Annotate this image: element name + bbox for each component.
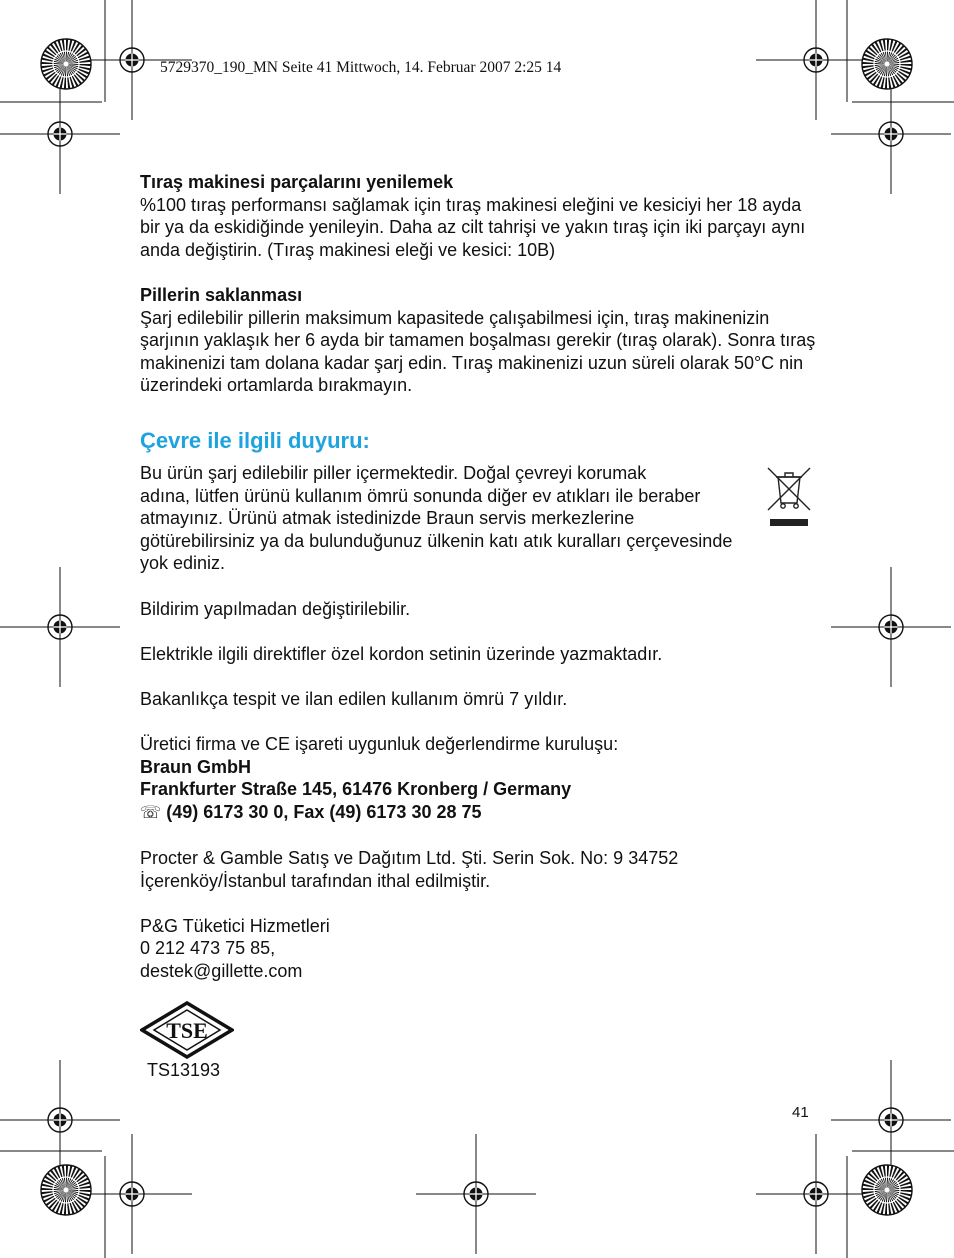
- tse-code: TS13193: [147, 1060, 221, 1080]
- notice-change: Bildirim yapılmadan değiştirilebilir.: [140, 598, 411, 619]
- company-name: Braun GmbH: [140, 756, 252, 777]
- registration-mark-icon: [0, 567, 120, 687]
- phone-number: (49) 6173 30 0, Fax (49) 6173 30 28 75: [166, 801, 482, 822]
- registration-mark-icon: [831, 567, 951, 687]
- service-phone: 0 212 473 75 85,: [140, 938, 276, 959]
- tse-logo-text: TSE: [166, 1018, 208, 1043]
- telephone-icon: ☏: [140, 802, 162, 822]
- registration-mark-icon: [831, 74, 951, 194]
- importer-line: Procter & Gamble Satış ve Dağıtım Ltd. Şti. Serin Sok. No: 9 34752: [140, 848, 679, 869]
- environment-heading: Çevre ile ilgili duyuru:: [140, 428, 370, 453]
- registration-mark-icon: [0, 74, 120, 194]
- registration-mark-icon: [416, 1134, 536, 1254]
- importer-line: İçerenköy/İstanbul tarafından ithal edilmiştir.: [140, 870, 491, 891]
- section-title-batteries: Pillerin saklanması: [140, 284, 303, 305]
- section-body-replacement: %100 tıraş performansı sağlamak için tıraş makinesi eleğini ve kesiciyi her 18 ayda bir ya da eskidiğinde yenileyin. Daha az cilt tahrişi ve yakın tıraş için iki parçayı aynı anda değiştirin. (Tıraş makinesi eleği ve kesici: 10B): [140, 194, 806, 260]
- section-body-batteries: Şarj edilebilir pillerin maksimum kapasitede çalışabilmesi için, tıraş makinenizin şarjının yaklaşık her 6 ayda bir tamamen boşalması gerekir (tıraş olarak). Sonra tıraş makinenizi tam dolana kadar şarj edin. Tıraş makinenizi uzun süreli olarak 50°C nin üzerindeki ortamlarda bırakmayın.: [140, 307, 816, 396]
- company-address: Frankfurter Straße 145, 61476 Kronberg / Germany: [140, 779, 572, 800]
- notice-lifetime: Bakanlıkça tespit ve ilan edilen kullanım ömrü 7 yıldır.: [140, 688, 568, 709]
- color-calibration-wheel-icon: [41, 39, 91, 89]
- color-calibration-wheel-icon: [41, 1165, 91, 1215]
- service-title: P&G Tüketici Hizmetleri: [140, 915, 330, 936]
- environment-line: yok ediniz.: [140, 553, 226, 574]
- environment-line: götürebilirsiniz ya da bulunduğunuz ülkenin katı atık kuralları çerçevesinde: [140, 530, 733, 551]
- environment-line: Bu ürün şarj edilebilir piller içermektedir. Doğal çevreyi korumak: [140, 463, 647, 483]
- registration-mark-icon: [756, 1134, 876, 1254]
- section-title-replacement: Tıraş makinesi parçalarını yenilemek: [140, 172, 454, 192]
- environment-line: adına, lütfen ürünü kullanım ömrü sonunda diğer ev atıkları ile beraber: [140, 485, 701, 506]
- environment-line: atmayınız. Ürünü atmak istedinizde Braun servis merkezlerine: [140, 508, 635, 529]
- color-calibration-wheel-icon: [862, 39, 912, 89]
- color-calibration-wheel-icon: [862, 1165, 912, 1215]
- service-email: destek@gillette.com: [140, 961, 303, 982]
- registration-mark-icon: [0, 1060, 120, 1180]
- manufacturer-intro: Üretici firma ve CE işareti uygunluk değerlendirme kuruluşu:: [140, 734, 619, 755]
- print-header: 5729370_190_MN Seite 41 Mittwoch, 14. Februar 2007 2:25 14: [160, 59, 562, 76]
- registration-mark-icon: [831, 1060, 951, 1180]
- page-number: 41: [792, 1104, 809, 1121]
- notice-directives: Elektrikle ilgili direktifler özel kordon setinin üzerinde yazmaktadır.: [140, 643, 663, 664]
